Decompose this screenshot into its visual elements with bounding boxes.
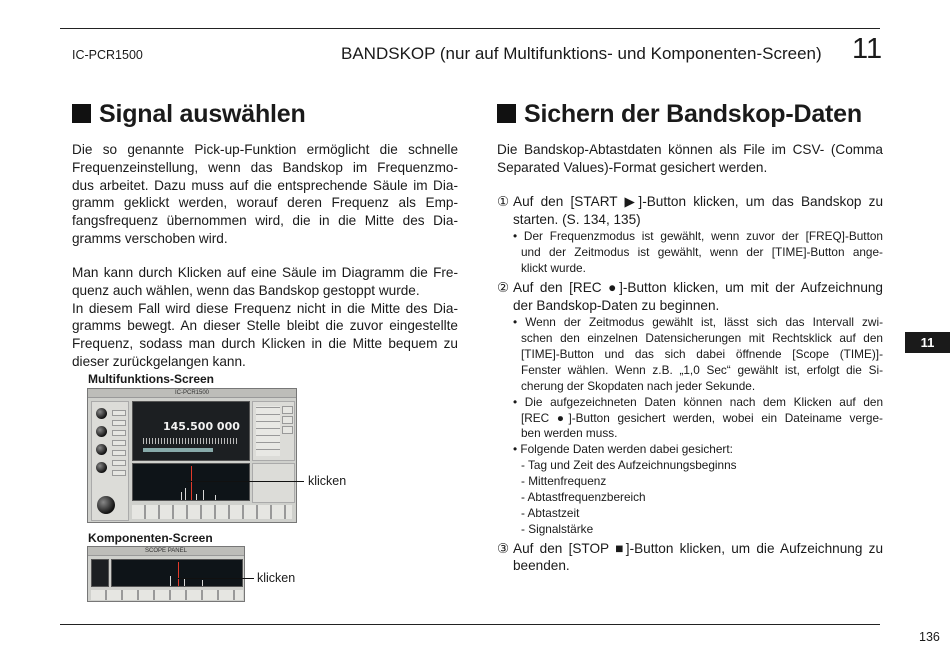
scope-signal-bar[interactable] <box>181 492 182 500</box>
frequency-readout: 145.500 000 <box>163 420 240 433</box>
klicken-leader-line <box>186 481 304 482</box>
text-line: [REC ●]-Button gesichert werden, wobei ein Dateiname verge- <box>521 410 883 425</box>
klicken-leader-line <box>178 578 254 579</box>
text-line: Die so genannte Pick-up-Funktion ermöglicht die schnelle <box>72 142 458 157</box>
screenshot-title: IC-PCR1500 <box>88 389 296 398</box>
panel-button[interactable] <box>112 470 126 476</box>
keypad <box>252 401 295 461</box>
scope-side-display <box>91 559 109 587</box>
klicken-label: klicken <box>257 571 296 585</box>
s-meter <box>143 438 239 444</box>
panel-button[interactable] <box>112 440 126 446</box>
text-line: klickt wurde. <box>521 261 586 275</box>
text-line: In diesem Fall wird diese Frequenz nicht in die Mitte des Dia- <box>72 300 458 316</box>
bandscope-display[interactable] <box>132 463 250 501</box>
text-line: Auf den [START ▶]-Button klicken, um das Bandskop zu <box>513 194 883 209</box>
bandscope-display[interactable] <box>111 559 243 587</box>
heading-square-icon <box>72 104 91 123</box>
paragraph-pickup <box>72 141 458 248</box>
text-line: Separated Values)-Format gesichert werden. <box>497 159 768 175</box>
keypad-keys[interactable] <box>256 406 280 456</box>
text-line: Fenster wählen. Wenn z.B. „1,0 Sec“ gewählt ist, erfolgt die Si- <box>521 362 883 377</box>
heading-square-icon <box>497 104 516 123</box>
saved-item: - Abtastfrequenzbereich <box>521 490 646 505</box>
text-line: Auf den [STOP ■]-Button klicken, um die Aufzeichnung zu <box>513 540 883 556</box>
paragraph-stopped <box>72 264 458 371</box>
text-line: • Wenn der Zeitmodus gewählt ist, lässt sich das Intervall zwi- <box>513 315 883 330</box>
text-line: gramm geklickt werden, worauf deren Frequenz als Emp- <box>72 195 458 211</box>
saved-item: - Signalstärke <box>521 521 594 536</box>
scope-signal-bar[interactable] <box>203 490 204 500</box>
ifshift-knob-icon <box>96 444 107 455</box>
text-line: [TIME]-Button und das sich dabei öffnende [Scope (TIME)]- <box>521 346 883 361</box>
scope-center-line <box>191 466 192 500</box>
text-line: Die Bandskop-Abtastdaten können als File im CSV- (Comma <box>497 142 883 157</box>
scope-signal-bar[interactable] <box>185 488 186 500</box>
header-rule <box>60 28 880 29</box>
panel-button[interactable] <box>282 426 293 434</box>
steps-list <box>497 193 883 575</box>
tuning-dial-icon[interactable] <box>97 496 115 514</box>
saved-items-list <box>497 458 883 538</box>
step-1 <box>497 193 883 228</box>
scope-signal-bar[interactable] <box>196 494 197 500</box>
panel-button[interactable] <box>282 406 293 414</box>
bottom-button-row[interactable] <box>132 505 292 519</box>
text-line: dus arbeitet. Dazu muss auf die entsprechende Säule im Dia- <box>72 177 458 193</box>
text-line: Auf den [REC ●]-Button klicken, um mit der Aufzeichnung <box>513 279 883 295</box>
step-3-number: ③ <box>497 540 510 556</box>
saved-item: - Abtastzeit <box>521 505 580 520</box>
saved-item: - Tag und Zeit des Aufzeichnungsbeginns <box>521 458 737 473</box>
text-line: Frequenzeinstellung, wenn das Bandskop im Frequenzmo- <box>72 159 458 175</box>
right-lower-panel <box>252 463 295 503</box>
text-line: gramms bewegt. An dieser Stelle bleibt die zuvor eingestellte <box>72 318 458 334</box>
panel-button[interactable] <box>112 430 126 436</box>
scope-signal-bar[interactable] <box>215 495 216 500</box>
screenshot-title: SCOPE PANEL <box>88 547 244 556</box>
text-line: starten. (S. 134, 135) <box>513 211 641 227</box>
text-line: fangsfrequenz übernommen wird, die in die Mitte des Dia- <box>72 213 458 229</box>
text-line: Frequenz, sodass man durch Klicken in die Mitte bequem zu <box>72 336 458 352</box>
text-line: cherung der Skopdaten nach jeder Sekunde. <box>521 378 756 393</box>
panel-button[interactable] <box>112 450 126 456</box>
chapter-number: 11 <box>852 33 883 65</box>
step-3 <box>497 540 883 575</box>
footer-rule <box>60 624 880 625</box>
step-2-bullet <box>497 315 883 395</box>
klicken-label: klicken <box>308 474 347 488</box>
step-2-bullet <box>497 395 883 443</box>
step-2-bullet <box>497 442 883 458</box>
page-number: 136 <box>919 630 940 644</box>
scope-signal-bar[interactable] <box>202 580 203 586</box>
text-line: Man kann durch Klicken auf eine Säule im Diagramm die Fre- <box>72 265 458 280</box>
mode-bar <box>143 448 213 452</box>
bottom-button-row[interactable] <box>91 590 243 600</box>
caption-multifunktions-screen: Multifunktions-Screen <box>88 372 215 386</box>
scope-signal-bar[interactable] <box>184 579 185 586</box>
knob-panel <box>91 401 129 521</box>
heading-text: Sichern der Bandskop-Daten <box>524 100 862 128</box>
volume-knob-icon <box>96 408 107 419</box>
multifunction-screenshot <box>87 388 297 523</box>
panel-button[interactable] <box>112 460 126 466</box>
heading-signal-auswaehlen <box>72 100 306 129</box>
scope-signal-bar[interactable] <box>170 576 171 586</box>
step-1-number: ① <box>497 194 510 209</box>
tone-knob-icon <box>96 462 107 473</box>
text-line: quenz auch wählen, wenn das Bandskop gestoppt wurde. <box>72 282 420 298</box>
text-line: beenden. <box>513 558 570 574</box>
text-line: dieser zurückgelangen kann. <box>72 353 246 369</box>
text-line: • Folgende Daten werden dabei gesichert: <box>513 442 733 457</box>
panel-button[interactable] <box>112 420 126 426</box>
scope-center-line <box>178 562 179 586</box>
paragraph-intro <box>497 141 883 177</box>
model-label: IC-PCR1500 <box>72 48 143 62</box>
squelch-knob-icon <box>96 426 107 437</box>
panel-button[interactable] <box>282 416 293 424</box>
caption-komponenten-screen: Komponenten-Screen <box>88 531 213 545</box>
step-2 <box>497 279 883 314</box>
text-line: der Bandskop-Daten zu beginnen. <box>513 297 720 313</box>
text-line: • Die aufgezeichneten Daten können nach dem Klicken auf den <box>513 394 883 409</box>
panel-button[interactable] <box>112 410 126 416</box>
text-line: • Der Frequenzmodus ist gewählt, wenn zuvor der [FREQ]-Button <box>513 229 883 244</box>
frequency-display <box>132 401 250 461</box>
component-screenshot <box>87 546 245 602</box>
text-line: gramms verschoben wird. <box>72 230 228 246</box>
step-1-bullet <box>497 229 883 277</box>
chapter-side-tab: 11 <box>905 332 950 353</box>
text-line: schen den einzelnen Datensicherungen mit Rechtsklick auf den <box>521 331 883 345</box>
saved-item: - Mittenfrequenz <box>521 474 607 489</box>
chapter-title: BANDSKOP (nur auf Multifunktions- und Komponenten-Screen) <box>341 44 822 63</box>
heading-text: Signal auswählen <box>99 100 306 128</box>
heading-sichern <box>497 100 862 129</box>
text-line: und der Zeitmodus ist gewählt, wenn der [TIME]-Button ange- <box>521 245 883 260</box>
step-2-number: ② <box>497 279 510 295</box>
text-line: ben werden muss. <box>521 426 618 441</box>
